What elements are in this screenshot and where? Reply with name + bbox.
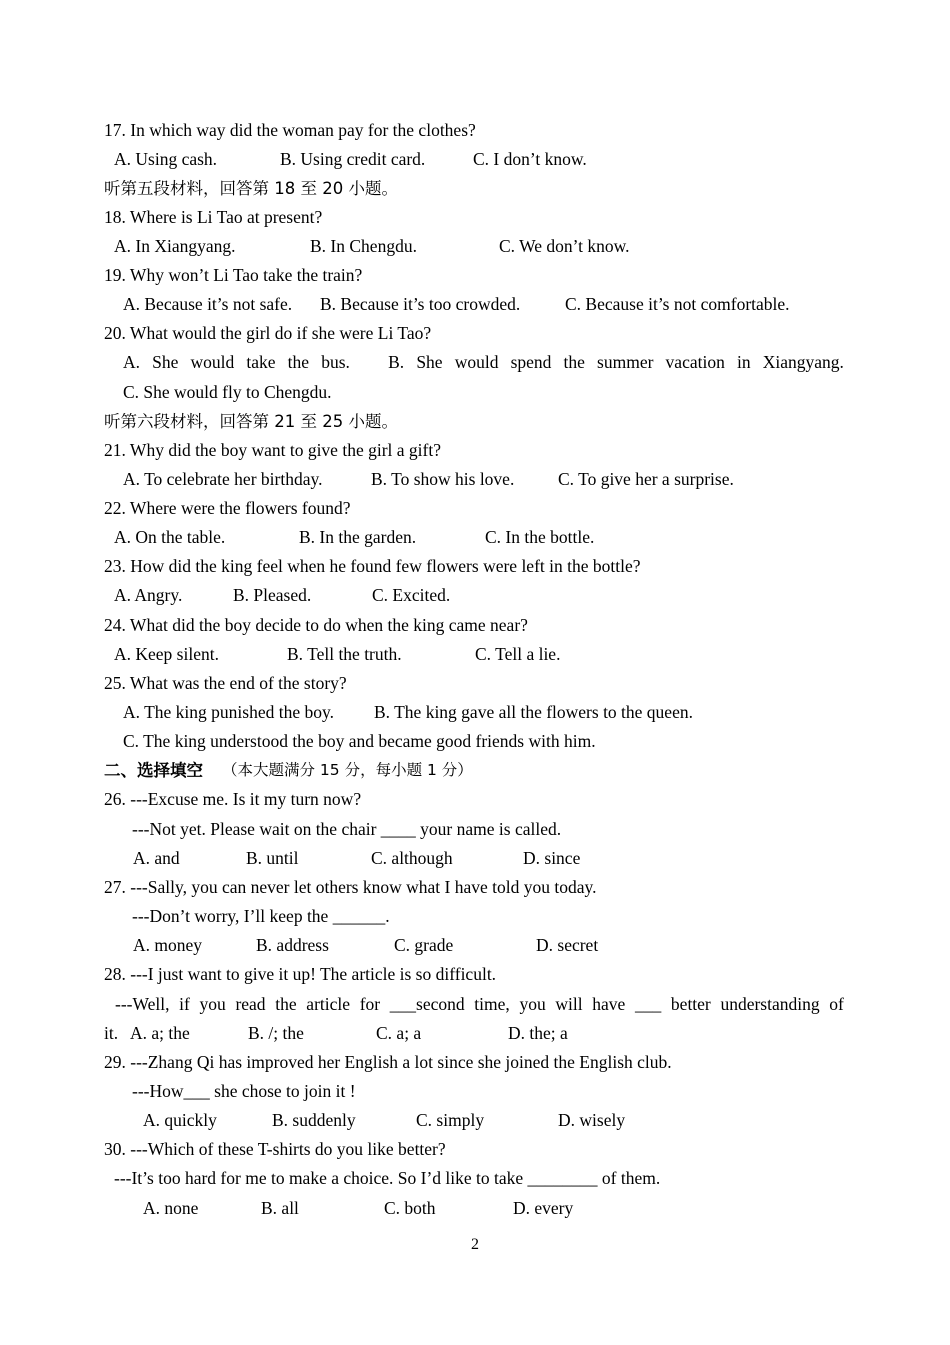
option-d: D. the; a — [508, 1023, 568, 1043]
option-c: C. grade — [394, 935, 454, 955]
question-text: 20. What would the girl do if she were Li Tao? — [104, 323, 432, 343]
reply-text: ---It’s too hard for me to make a choice. So I’d like to take ________ of them. — [114, 1168, 661, 1188]
question-text: 27. ---Sally, you can never let others know what I have told you today. — [104, 877, 597, 897]
question-text: 25. What was the end of the story? — [104, 673, 347, 693]
question-text: 29. ---Zhang Qi has improved her English a lot since she joined the English club. — [104, 1052, 672, 1072]
option-b: B. In the garden. — [299, 527, 417, 547]
option-b: B. suddenly — [272, 1110, 356, 1130]
page-number: 2 — [471, 1236, 479, 1253]
reply-28: ---Well, if you read the article for ___second time, you will have ___ better understanding of — [115, 994, 844, 1014]
option-c: C. both — [384, 1198, 436, 1218]
option-a: A. Keep silent. — [114, 644, 219, 664]
option-a: A. On the table. — [114, 527, 226, 547]
option-c: C. The king understood the boy and became good friends with him. — [123, 731, 596, 751]
question-text: 21. Why did the boy want to give the girl a gift? — [104, 440, 441, 460]
reply-continuation: it. — [104, 1023, 119, 1043]
question-text: 17. In which way did the woman pay for the clothes? — [104, 120, 476, 140]
option-d: D. every — [513, 1198, 574, 1218]
option-c: C. To give her a surprise. — [558, 469, 734, 489]
option-b: B. Because it’s too crowded. — [320, 294, 521, 314]
option-c: C. In the bottle. — [485, 527, 595, 547]
question-text: 24. What did the boy decide to do when the king came near? — [104, 615, 528, 635]
part-title: 二、选择填空 — [104, 761, 203, 780]
option-b: B. To show his love. — [371, 469, 515, 489]
option-c: C. She would fly to Chengdu. — [123, 382, 332, 402]
option-a: A. a; the — [130, 1023, 190, 1043]
question-text: 19. Why won’t Li Tao take the train? — [104, 265, 363, 285]
reply-text: ---Not yet. Please wait on the chair ____ your name is called. — [132, 819, 562, 839]
option-b: B. In Chengdu. — [310, 236, 417, 256]
option-a: A. none — [143, 1198, 199, 1218]
question-text: 18. Where is Li Tao at present? — [104, 207, 323, 227]
option-c: C. Because it’s not comfortable. — [565, 294, 790, 314]
option-b: B. /; the — [248, 1023, 304, 1043]
option-b: B. The king gave all the flowers to the queen. — [374, 702, 693, 722]
options-20-ab: A. She would take the bus. B. She would spend the summer vacation in Xiangyang. — [123, 352, 844, 372]
option-b: B. Pleased. — [233, 585, 312, 605]
option-b: B. all — [261, 1198, 299, 1218]
option-c: C. although — [371, 848, 453, 868]
option-c: C. Tell a lie. — [475, 644, 561, 664]
option-a: A. Using cash. — [114, 149, 218, 169]
reply-text: ---Don’t worry, I’ll keep the ______. — [132, 906, 390, 926]
option-a: A. quickly — [143, 1110, 217, 1130]
option-a: A. Because it’s not safe. — [123, 294, 293, 314]
option-d: D. secret — [536, 935, 599, 955]
question-text: 28. ---I just want to give it up! The article is so difficult. — [104, 964, 497, 984]
option-b: B. Using credit card. — [280, 149, 426, 169]
reply-text: ---How___ she chose to join it ! — [132, 1081, 356, 1101]
option-a: A. To celebrate her birthday. — [123, 469, 323, 489]
question-text: 22. Where were the flowers found? — [104, 498, 351, 518]
option-c: C. a; a — [376, 1023, 422, 1043]
question-text: 23. How did the king feel when he found few flowers were left in the bottle? — [104, 556, 641, 576]
question-text: 30. ---Which of these T-shirts do you like better? — [104, 1139, 446, 1159]
option-b: B. address — [256, 935, 329, 955]
option-d: D. since — [523, 848, 581, 868]
option-c: C. We don’t know. — [499, 236, 630, 256]
option-b: B. Tell the truth. — [287, 644, 402, 664]
option-a: A. In Xiangyang. — [114, 236, 236, 256]
option-b: B. until — [246, 848, 299, 868]
option-a: A. money — [133, 935, 203, 955]
option-a: A. The king punished the boy. — [123, 702, 334, 722]
part-note: （本大题满分 15 分，每小题 1 分） — [222, 761, 473, 779]
option-c: C. I don’t know. — [473, 149, 587, 169]
option-a: A. Angry. — [114, 585, 183, 605]
option-d: D. wisely — [558, 1110, 626, 1130]
option-c: C. Excited. — [372, 585, 451, 605]
option-a: A. and — [133, 848, 180, 868]
question-text: 26. ---Excuse me. Is it my turn now? — [104, 789, 362, 809]
exam-page: 17. In which way did the woman pay for the clothes? A. Using cash. B. Using credit card. C. I don’t know. 听第五段材料，回答第 18 至 20 小题。 18. Where is Li Tao at present? A. In Xiangyang. B. In Chengdu. C. We don’t know. 19. Why won’t Li Tao take the train? A. Because it’s not safe. B. Because it’s too crowded. C. Because it’s not comfortable. 20. What would the girl do if she were Li Tao? A. She would take the bus. B. She would spend the summer vacation in Xiangyang. C. She would fly to Chengdu. 听第六段材料，回答第 21 至 25 小题。 21. Why did the boy want to give the girl a gift? A. To celebrate her birthday. B. To show his love. C. To give her a surprise. 22. Where were the flowers found? A. On the table. B. In the garden. C. In the bottle. 23. How did the king feel when he found few flowers were left in the bottle? A. Angry. B. Pleased. C. Excited. 24. What did the boy decide to do when the king came near? A. Keep silent. B. Tell the truth. C. Tell a lie. 25. What was the end of the story? A. The king punished the boy. B. The king gave all the flowers to the queen. C. The king understood the boy and became good friends with him. 二、选择填空 （本大题满分 15 分，每小题 1 分） 26. ---Excuse me. Is it my turn now? ---Not yet. Please wait on the chair ____ your name is called. A. and B. until C. although D. since 27. ---Sally, you can never let others know what I have told you today. ---Don’t worry, I’ll keep the ______. A. money B. address C. grade D. secret 28. ---I just want to give it up! The article is so difficult. ---Well, if you read the article for ___second time, you will have ___ better understanding of it. A. a; the B. /; the C. a; a D. the; a 29. ---Zhang Qi has improved her English a lot since she joined the English club. ---How___ she chose to join it ! A. quickly B. suddenly C. simply D. wisely 30. ---Which of these T-shirts do you like better? ---It’s too hard for me to make a choice. So I’d like to take ________ of them. A. none B. all C. both D. every 2 — [0, 0, 950, 1345]
option-c: C. simply — [416, 1110, 485, 1130]
